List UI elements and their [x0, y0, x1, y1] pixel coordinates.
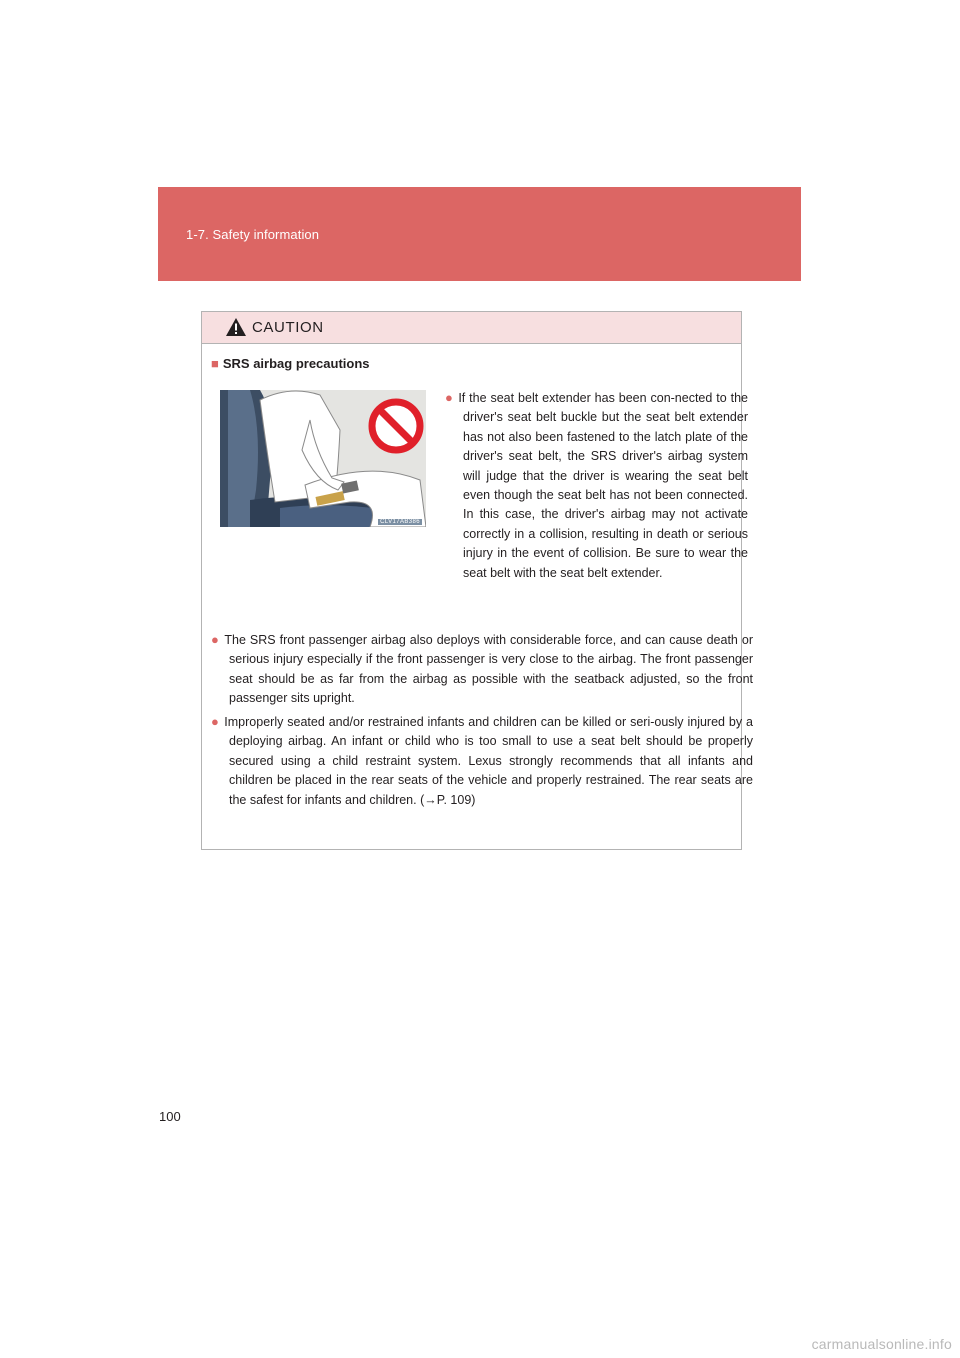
bullet-text: Improperly seated and/or restrained infants and children can be killed or seri-ously injured by a deploying airbag. An infant or child who is too small to use a seat belt should be properly secured using a child restraint system. Lexus strongly recommends that all infants and children be placed in the rear seats of the vehicle and properly restrained. The rear seats are the safest for infants and children. (→P. 109) [224, 715, 753, 807]
bullet-dot-icon: ● [445, 390, 454, 405]
bullet-dot-icon: ● [211, 632, 220, 647]
seat-belt-extender-illustration [220, 390, 426, 527]
bullet-text: If the seat belt extender has been con-nected to the driver's seat belt buckle but the seat belt extender has not also been fastened to the latch plate of the driver's seat belt, the SRS driver's airbag system will judge that the driver is wearing the seat belt even though the seat belt has not been connected. In this case, the driver's airbag may not activate correctly in a collision, resulting in death or serious injury in the event of collision. Be sure to wear the seat belt with the seat belt extender. [458, 391, 748, 580]
caution-box [201, 311, 753, 850]
subheading [211, 356, 370, 371]
warning-triangle-icon [225, 317, 247, 337]
watermark: carmanualsonline.info [811, 1336, 952, 1352]
subheading-text: SRS airbag precautions [222, 356, 370, 371]
section-header-band [158, 187, 801, 281]
caution-bullet-3 [211, 712, 753, 810]
square-bullet-icon: ■ [211, 356, 219, 371]
caution-bullet-1 [445, 388, 748, 583]
seat-illustration-graphic [220, 390, 426, 527]
bullet-text: The SRS front passenger airbag also deploys with considerable force, and can cause death or serious injury especially if the front passenger is very close to the airbag. The front passenger seat should be as far from the airbag as possible with the seatback adjusted, so the front passenger sits upright. [224, 633, 753, 706]
caution-bullet-2 [211, 630, 753, 709]
caution-label: CAUTION [252, 319, 324, 336]
caution-header [202, 312, 741, 344]
section-title: 1-7. Safety information [186, 227, 320, 242]
bullet-dot-icon: ● [211, 714, 220, 729]
image-code: CLV17AB386 [380, 519, 420, 525]
page-number: 100 [159, 1109, 181, 1124]
